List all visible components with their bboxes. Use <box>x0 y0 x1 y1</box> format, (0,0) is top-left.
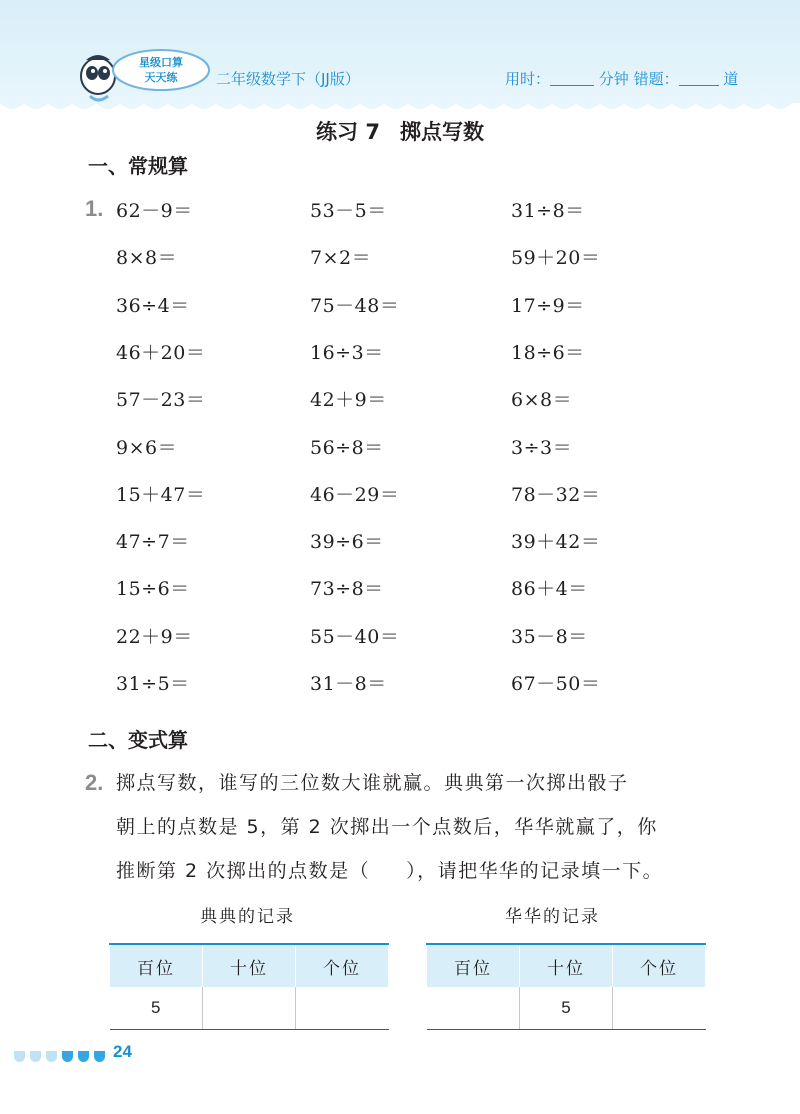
section1-heading: 一、常规算 <box>88 154 188 178</box>
errors-label: 错题： <box>633 70 679 88</box>
table1-cell-hundreds[interactable]: 5 <box>110 987 203 1030</box>
errors-blank[interactable] <box>679 71 719 86</box>
time-label: 用时： <box>505 70 551 88</box>
page-number: 24 <box>113 1042 132 1061</box>
footer-dot <box>78 1051 89 1062</box>
book-label: 二年级数学下（JJ版） <box>216 70 360 88</box>
table1-caption: 典典的记录 <box>200 907 295 927</box>
expression-item: 31÷8＝ <box>511 200 585 222</box>
footer-dot <box>30 1051 41 1062</box>
expression-item: 75－48＝ <box>310 295 400 317</box>
expression-item: 39÷6＝ <box>310 531 384 553</box>
expression-item: 46－29＝ <box>310 484 400 506</box>
expression-item: 22＋9＝ <box>116 626 193 648</box>
timing-fields <box>505 68 738 89</box>
section2-heading: 二、变式算 <box>88 728 188 752</box>
expression-item: 47÷7＝ <box>116 531 190 553</box>
table2-header-hundreds: 百位 <box>427 944 520 987</box>
question2-number: 2. <box>85 770 104 795</box>
expression-item: 73÷8＝ <box>310 578 384 600</box>
expression-item: 15÷6＝ <box>116 578 190 600</box>
table2-header-ones: 个位 <box>613 944 706 987</box>
minute-label: 分钟 <box>598 70 629 88</box>
expression-item: 55－40＝ <box>310 626 400 648</box>
exercise-name: 掷点写数 <box>399 120 484 144</box>
expression-item: 17÷9＝ <box>511 295 585 317</box>
question2-line3-start: 推断第 2 次掷出的点数是（ <box>116 860 371 882</box>
badge-line1: 星级口算 <box>139 56 183 69</box>
table2-caption: 华华的记录 <box>505 907 600 927</box>
expression-item: 6×8＝ <box>511 389 573 411</box>
table1-cell-tens[interactable] <box>203 987 296 1030</box>
expression-item: 59＋20＝ <box>511 247 601 269</box>
expression-item: 57－23＝ <box>116 389 206 411</box>
expression-item: 46＋20＝ <box>116 342 206 364</box>
time-blank[interactable] <box>550 71 594 86</box>
table1-header-ones: 个位 <box>296 944 389 987</box>
expression-item: 8×8＝ <box>116 247 178 269</box>
exercise-number: 练习 7 <box>316 120 380 144</box>
question2-line1: 掷点写数，谁写的三位数大谁就赢。典典第一次掷出骰子 <box>116 772 629 794</box>
table1-header-tens: 十位 <box>203 944 296 987</box>
expression-item: 86＋4＝ <box>511 578 588 600</box>
expression-item: 31－8＝ <box>310 673 387 695</box>
expression-item: 53－5＝ <box>310 200 387 222</box>
footer-dot <box>62 1051 73 1062</box>
table2-cell-tens[interactable]: 5 <box>520 987 613 1030</box>
expression-item: 78－32＝ <box>511 484 601 506</box>
expression-item: 67－50＝ <box>511 673 601 695</box>
expression-item: 7×2＝ <box>310 247 372 269</box>
table2-cell-ones[interactable] <box>613 987 706 1030</box>
question2-line2: 朝上的点数是 5，第 2 次掷出一个点数后，华华就赢了，你 <box>116 816 658 838</box>
dian-record-table <box>109 943 389 1030</box>
expression-item: 36÷4＝ <box>116 295 190 317</box>
table2-header-tens: 十位 <box>520 944 613 987</box>
footer-dots <box>14 1047 110 1066</box>
expression-item: 9×6＝ <box>116 437 178 459</box>
expression-item: 62－9＝ <box>116 200 193 222</box>
expression-item: 18÷6＝ <box>511 342 585 364</box>
table1-header-hundreds: 百位 <box>110 944 203 987</box>
expression-item: 39＋42＝ <box>511 531 601 553</box>
expression-item: 56÷8＝ <box>310 437 384 459</box>
badge-line2: 天天练 <box>144 71 178 84</box>
table1-cell-ones[interactable] <box>296 987 389 1030</box>
footer-dot <box>94 1051 105 1062</box>
expression-item: 35－8＝ <box>511 626 588 648</box>
question-unit: 道 <box>723 70 739 88</box>
expression-item: 31÷5＝ <box>116 673 190 695</box>
expression-item: 42＋9＝ <box>310 389 387 411</box>
question2-line3 <box>116 856 663 883</box>
page-title <box>0 116 800 146</box>
expression-item: 3÷3＝ <box>511 437 573 459</box>
expression-item: 15＋47＝ <box>116 484 206 506</box>
question1-number: 1. <box>85 196 104 221</box>
hua-record-table <box>426 943 706 1030</box>
expression-item: 16÷3＝ <box>310 342 384 364</box>
question2-line3-end: ），请把华华的记录填一下。 <box>406 860 664 882</box>
table2-cell-hundreds[interactable] <box>427 987 520 1030</box>
footer-dot <box>46 1051 57 1062</box>
mascot-logo <box>76 46 214 104</box>
footer-dot <box>14 1051 25 1062</box>
